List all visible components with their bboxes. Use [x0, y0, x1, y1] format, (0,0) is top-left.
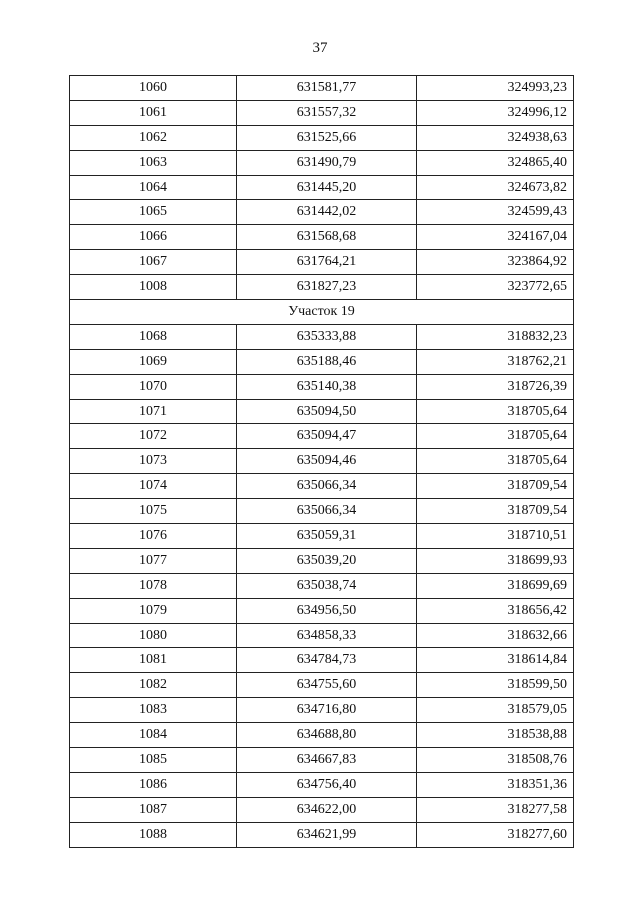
y-coordinate: 324996,12	[417, 100, 574, 125]
x-coordinate: 634784,73	[237, 648, 417, 673]
point-number: 1065	[70, 200, 237, 225]
table-row	[70, 349, 574, 374]
point-number: 1060	[70, 76, 237, 101]
y-coordinate: 324865,40	[417, 150, 574, 175]
y-coordinate: 318351,36	[417, 772, 574, 797]
x-coordinate: 631557,32	[237, 100, 417, 125]
x-coordinate: 635094,47	[237, 424, 417, 449]
point-number: 1087	[70, 797, 237, 822]
x-coordinate: 634622,00	[237, 797, 417, 822]
coordinates-table	[69, 75, 574, 848]
table-row	[70, 548, 574, 573]
table-row	[70, 225, 574, 250]
x-coordinate: 635066,34	[237, 474, 417, 499]
point-number: 1062	[70, 125, 237, 150]
x-coordinate: 631442,02	[237, 200, 417, 225]
table-row	[70, 772, 574, 797]
x-coordinate: 635094,46	[237, 449, 417, 474]
point-number: 1071	[70, 399, 237, 424]
point-number: 1076	[70, 524, 237, 549]
table-row	[70, 374, 574, 399]
table-row	[70, 499, 574, 524]
y-coordinate: 318705,64	[417, 399, 574, 424]
table-row	[70, 449, 574, 474]
x-coordinate: 631490,79	[237, 150, 417, 175]
table-row	[70, 399, 574, 424]
y-coordinate: 318614,84	[417, 648, 574, 673]
y-coordinate: 318538,88	[417, 723, 574, 748]
x-coordinate: 635038,74	[237, 573, 417, 598]
table-row	[70, 524, 574, 549]
y-coordinate: 324167,04	[417, 225, 574, 250]
point-number: 1067	[70, 250, 237, 275]
x-coordinate: 631764,21	[237, 250, 417, 275]
y-coordinate: 323864,92	[417, 250, 574, 275]
point-number: 1066	[70, 225, 237, 250]
x-coordinate: 631581,77	[237, 76, 417, 101]
x-coordinate: 631525,66	[237, 125, 417, 150]
point-number: 1073	[70, 449, 237, 474]
table-row	[70, 748, 574, 773]
table-row	[70, 673, 574, 698]
y-coordinate: 318632,66	[417, 623, 574, 648]
table-row	[70, 275, 574, 300]
x-coordinate: 631827,23	[237, 275, 417, 300]
point-number: 1063	[70, 150, 237, 175]
table-row	[70, 648, 574, 673]
point-number: 1069	[70, 349, 237, 374]
table-row	[70, 125, 574, 150]
point-number: 1077	[70, 548, 237, 573]
x-coordinate: 634756,40	[237, 772, 417, 797]
table-row	[70, 797, 574, 822]
x-coordinate: 635094,50	[237, 399, 417, 424]
x-coordinate: 635188,46	[237, 349, 417, 374]
y-coordinate: 318699,69	[417, 573, 574, 598]
section-row	[70, 300, 574, 325]
y-coordinate: 318726,39	[417, 374, 574, 399]
y-coordinate: 318656,42	[417, 598, 574, 623]
y-coordinate: 324993,23	[417, 76, 574, 101]
y-coordinate: 318599,50	[417, 673, 574, 698]
y-coordinate: 318699,93	[417, 548, 574, 573]
y-coordinate: 324938,63	[417, 125, 574, 150]
table-row	[70, 598, 574, 623]
y-coordinate: 318709,54	[417, 474, 574, 499]
point-number: 1072	[70, 424, 237, 449]
section-header	[70, 300, 574, 325]
table-row	[70, 100, 574, 125]
point-number: 1081	[70, 648, 237, 673]
x-coordinate: 631445,20	[237, 175, 417, 200]
table-row	[70, 822, 574, 847]
x-coordinate: 634716,80	[237, 698, 417, 723]
point-number: 1084	[70, 723, 237, 748]
y-coordinate: 318579,05	[417, 698, 574, 723]
point-number: 1061	[70, 100, 237, 125]
point-number: 1078	[70, 573, 237, 598]
x-coordinate: 634755,60	[237, 673, 417, 698]
y-coordinate: 318762,21	[417, 349, 574, 374]
group-before-rows	[70, 76, 574, 300]
table-row	[70, 250, 574, 275]
point-number: 1008	[70, 275, 237, 300]
point-number: 1064	[70, 175, 237, 200]
y-coordinate: 318277,58	[417, 797, 574, 822]
x-coordinate: 634858,33	[237, 623, 417, 648]
point-number: 1082	[70, 673, 237, 698]
point-number: 1088	[70, 822, 237, 847]
table-row	[70, 623, 574, 648]
x-coordinate: 635039,20	[237, 548, 417, 573]
x-coordinate: 635140,38	[237, 374, 417, 399]
point-number: 1083	[70, 698, 237, 723]
y-coordinate: 318705,64	[417, 449, 574, 474]
table-row	[70, 474, 574, 499]
x-coordinate: 631568,68	[237, 225, 417, 250]
table-row	[70, 573, 574, 598]
y-coordinate: 324599,43	[417, 200, 574, 225]
table-row	[70, 424, 574, 449]
point-number: 1068	[70, 324, 237, 349]
page-number: 37	[312, 40, 328, 56]
table-row	[70, 200, 574, 225]
y-coordinate: 323772,65	[417, 275, 574, 300]
y-coordinate: 324673,82	[417, 175, 574, 200]
y-coordinate: 318508,76	[417, 748, 574, 773]
x-coordinate: 635059,31	[237, 524, 417, 549]
table-row	[70, 150, 574, 175]
point-number: 1075	[70, 499, 237, 524]
x-coordinate: 634621,99	[237, 822, 417, 847]
y-coordinate: 318709,54	[417, 499, 574, 524]
point-number: 1070	[70, 374, 237, 399]
table-row	[70, 175, 574, 200]
section-title: Участок 19	[70, 300, 574, 325]
point-number: 1086	[70, 772, 237, 797]
x-coordinate: 634667,83	[237, 748, 417, 773]
x-coordinate: 635333,88	[237, 324, 417, 349]
point-number: 1079	[70, 598, 237, 623]
y-coordinate: 318705,64	[417, 424, 574, 449]
point-number: 1074	[70, 474, 237, 499]
table-row	[70, 76, 574, 101]
x-coordinate: 634956,50	[237, 598, 417, 623]
table-row	[70, 723, 574, 748]
y-coordinate: 318832,23	[417, 324, 574, 349]
point-number: 1080	[70, 623, 237, 648]
point-number: 1085	[70, 748, 237, 773]
table-row	[70, 324, 574, 349]
y-coordinate: 318710,51	[417, 524, 574, 549]
x-coordinate: 635066,34	[237, 499, 417, 524]
y-coordinate: 318277,60	[417, 822, 574, 847]
x-coordinate: 634688,80	[237, 723, 417, 748]
table-row	[70, 698, 574, 723]
group-after-rows	[70, 324, 574, 847]
